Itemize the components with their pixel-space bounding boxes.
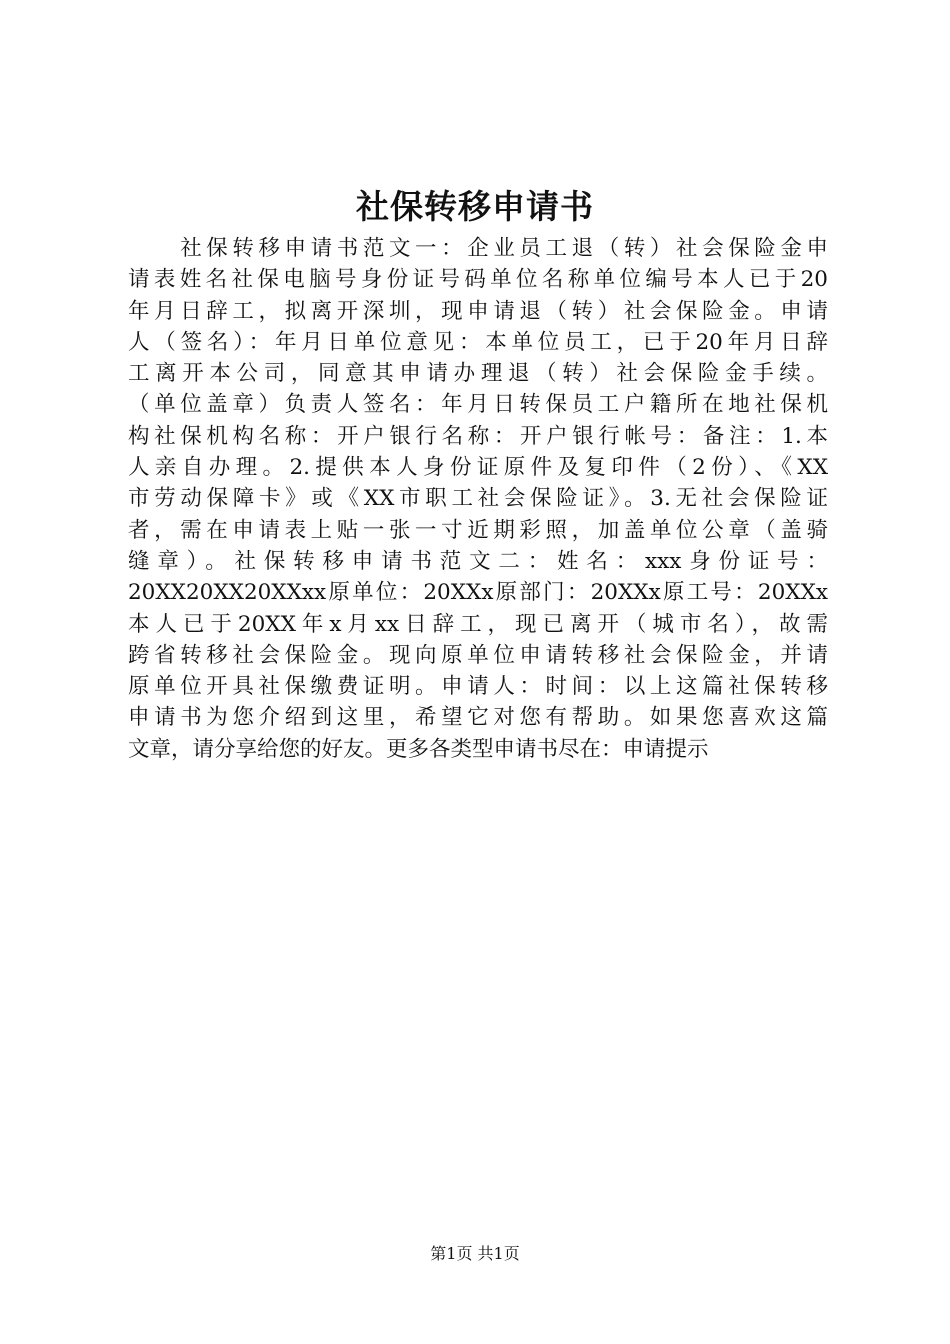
body-line: 人（签名）：年月日单位意见：本单位员工，已于20年月日辞 [128, 329, 828, 355]
body-line: 构社保机构名称：开户银行名称：开户银行帐号：备注：1.本 [128, 423, 828, 449]
body-line: 文章，请分享给您的好友。更多各类型申请书尽在：申请提示 [128, 736, 709, 762]
body-line: 市劳动保障卡》或《XX市职工社会保险证》。3.无社会保险证 [128, 486, 828, 512]
page-footer: 第1页 共1页 [430, 1244, 520, 1263]
body-line: 原单位开具社保缴费证明。申请人：时间：以上这篇社保转移 [128, 674, 828, 700]
document-body [128, 233, 828, 765]
body-line: 者，需在申请表上贴一张一寸近期彩照，加盖单位公章（盖骑 [128, 517, 828, 543]
body-line: 本人已于20XX年x月xx日辞工，现已离开（城市名），故需 [128, 611, 828, 637]
body-line: 申请书为您介绍到这里，希望它对您有帮助。如果您喜欢这篇 [128, 705, 828, 731]
body-line: 跨省转移社会保险金。现向原单位申请转移社会保险金，并请 [128, 642, 828, 668]
body-line: 20XX20XX20XXxx原单位：20XXx原部门：20XXx原工号：20XXx [128, 580, 828, 606]
body-line: 工离开本公司，同意其申请办理退（转）社会保险金手续。 [128, 361, 828, 387]
document-title: 社保转移申请书 [356, 187, 594, 226]
body-line: 缝章）。社保转移申请书范文二：姓名：xxx身份证号： [128, 548, 828, 574]
body-line: 年月日辞工，拟离开深圳，现申请退（转）社会保险金。申请 [128, 298, 828, 324]
body-line: （单位盖章）负责人签名：年月日转保员工户籍所在地社保机 [128, 392, 828, 418]
body-line: 社保转移申请书范文一：企业员工退（转）社会保险金申 [128, 236, 828, 261]
body-line: 请表姓名社保电脑号身份证号码单位名称单位编号本人已于20 [128, 267, 828, 293]
body-line: 人亲自办理。2.提供本人身份证原件及复印件（2份）、《XX [128, 455, 828, 481]
